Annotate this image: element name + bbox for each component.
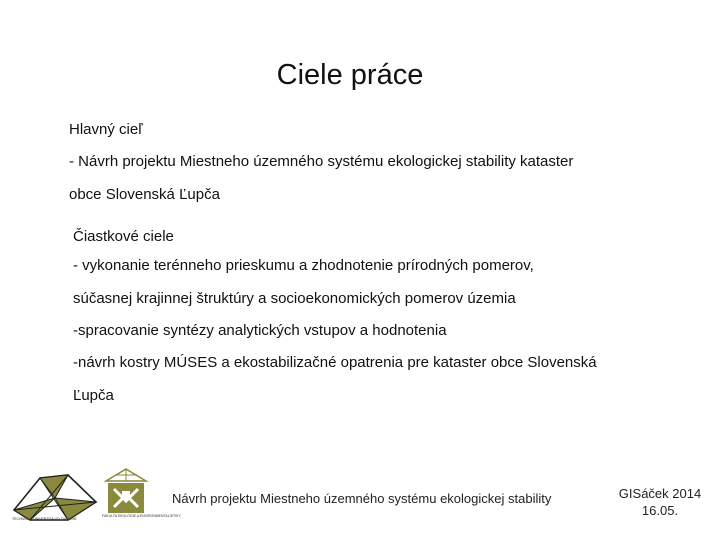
university-logo-caption: TECHNICKÁ UNIVERZITA VO ZVOLENE [12,517,77,521]
main-goal-line: - Návrh projektu Miestneho územného systému ekologickej stability kataster [69,153,574,170]
partial-goal-line: - vykonanie terénneho prieskumu a zhodnotenie prírodných pomerov, [73,257,534,274]
footer-event-info [610,485,710,519]
faculty-logo [104,467,148,517]
partial-goal-line: -spracovanie syntézy analytických vstupov a hodnotenia [73,322,447,339]
partial-goal-line: Ľupča [73,387,114,404]
university-logo [10,470,100,524]
partial-goal-line: -návrh kostry MÚSES a ekostabilizačné opatrenia pre kataster obce Slovenská [73,354,597,371]
main-goal-line: obce Slovenská Ľupča [69,186,220,203]
footer-project-title: Návrh projektu Miestneho územného systému ekologickej stability [172,491,552,506]
slide-title: Ciele práce [276,59,424,91]
footer-date: 16.05. [641,503,679,518]
partial-goals-heading: Čiastkové ciele [73,228,174,245]
footer-event: GISáček 2014 [618,486,702,501]
main-goal-heading: Hlavný cieľ [69,121,143,138]
partial-goal-line: súčasnej krajinnej štruktúry a socioekonomických pomerov územia [73,290,516,307]
faculty-logo-caption: FAKULTA EKOLÓGIE A ENVIRONMENTALISTIKY [102,514,181,518]
